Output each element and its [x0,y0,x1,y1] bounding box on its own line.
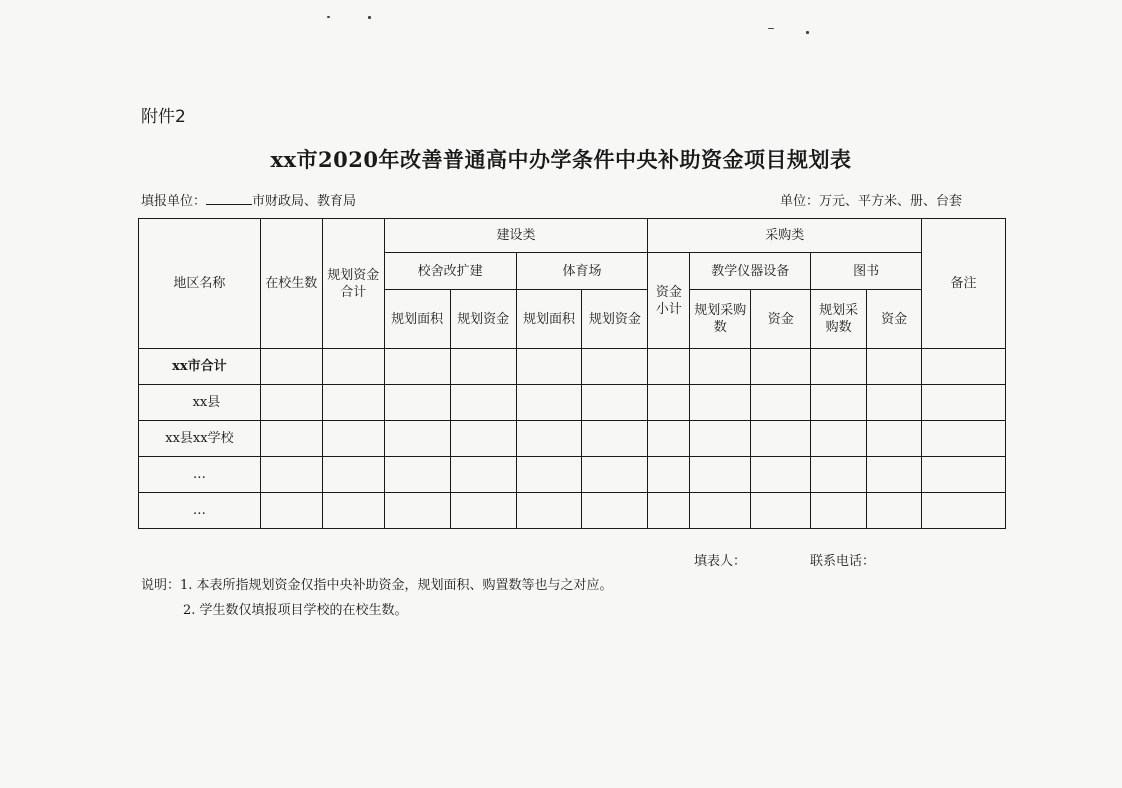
table-cell[interactable] [867,385,922,421]
table-row [139,349,1006,385]
table-cell[interactable] [516,349,582,385]
header-equipment-fund: 资金 [751,290,811,349]
table-cell[interactable] [260,421,322,457]
table-row [139,385,1006,421]
table-cell[interactable] [922,457,1006,493]
table-cell[interactable] [260,349,322,385]
table-cell[interactable] [450,457,516,493]
table-cell[interactable] [690,385,751,421]
table-row [139,421,1006,457]
funding-plan-table [138,218,1006,529]
table-cell[interactable] [867,493,922,529]
header-fund-subtotal: 资金小计 [648,253,690,349]
table-cell[interactable] [384,457,450,493]
table-cell[interactable] [811,385,867,421]
table-cell[interactable] [648,457,690,493]
contact-phone-label: 联系电话： [810,554,876,569]
table-cell[interactable] [384,421,450,457]
reporting-unit-blank[interactable] [206,193,252,205]
table-cell[interactable] [384,349,450,385]
row-region-label: … [139,493,261,529]
table-cell[interactable] [922,349,1006,385]
table-cell[interactable] [516,457,582,493]
header-books: 图书 [811,253,922,290]
header-remarks: 备注 [922,219,1006,349]
table-cell[interactable] [516,421,582,457]
table-cell[interactable] [648,385,690,421]
measure-units: 单位：万元、平方米、册、台套 [779,194,962,209]
row-region-label: xx县xx学校 [139,421,261,457]
table-cell[interactable] [450,349,516,385]
filler-label: 填表人： [694,554,747,569]
header-total-fund: 规划资金合计 [322,219,384,349]
header-campus-area: 规划面积 [384,290,450,349]
scan-speck [368,16,371,19]
table-cell[interactable] [582,421,648,457]
table-cell[interactable] [648,421,690,457]
document-title: xx市2020年改善普通高中办学条件中央补助资金项目规划表 [270,147,852,172]
table-cell[interactable] [811,349,867,385]
header-construction: 建设类 [384,219,648,253]
table-cell[interactable] [260,385,322,421]
table-cell[interactable] [582,385,648,421]
table-row [139,457,1006,493]
table-cell[interactable] [648,349,690,385]
table-cell[interactable] [648,493,690,529]
table-cell[interactable] [751,457,811,493]
table-cell[interactable] [811,457,867,493]
table-cell[interactable] [322,349,384,385]
table-cell[interactable] [751,493,811,529]
table-cell[interactable] [582,457,648,493]
table-cell[interactable] [582,349,648,385]
header-sports-area: 规划面积 [516,290,582,349]
header-campus-expansion: 校舍改扩建 [384,253,516,290]
header-region: 地区名称 [139,219,261,349]
header-students: 在校生数 [260,219,322,349]
header-teaching-equipment: 教学仪器设备 [690,253,811,290]
header-sports-field: 体育场 [516,253,648,290]
table-cell[interactable] [811,421,867,457]
header-procurement: 采购类 [648,219,922,253]
table-cell[interactable] [582,493,648,529]
table-cell[interactable] [922,385,1006,421]
table-cell[interactable] [922,493,1006,529]
attachment-label: 附件2 [141,107,186,127]
table-cell[interactable] [867,349,922,385]
table-cell[interactable] [922,421,1006,457]
header-books-qty: 规划采购数 [811,290,867,349]
row-region-label: … [139,457,261,493]
scan-speck [327,16,330,18]
notes [141,573,613,623]
note-2: 2. 学生数仅填报项目学校的在校生数。 [183,603,408,618]
table-cell[interactable] [690,349,751,385]
table-cell[interactable] [384,493,450,529]
table-cell[interactable] [260,457,322,493]
table-cell[interactable] [450,421,516,457]
table-cell[interactable] [751,349,811,385]
table-cell[interactable] [867,421,922,457]
table-cell[interactable] [450,385,516,421]
table-cell[interactable] [450,493,516,529]
scan-speck [806,31,809,34]
table-cell[interactable] [811,493,867,529]
header-campus-fund: 规划资金 [450,290,516,349]
row-region-label: xx市合计 [139,349,261,385]
table-cell[interactable] [384,385,450,421]
row-region-label: xx县 [139,385,261,421]
reporting-unit-prefix: 填报单位： [141,194,207,209]
table-row [139,493,1006,529]
table-cell[interactable] [260,493,322,529]
table-cell[interactable] [690,457,751,493]
table-cell[interactable] [322,385,384,421]
table-cell[interactable] [516,493,582,529]
table-cell[interactable] [690,421,751,457]
table-cell[interactable] [751,421,811,457]
table-cell[interactable] [867,457,922,493]
table-cell[interactable] [690,493,751,529]
table-cell[interactable] [322,457,384,493]
header-sports-fund: 规划资金 [582,290,648,349]
reporting-unit-suffix: 市财政局、教育局 [252,194,357,209]
table-cell[interactable] [322,493,384,529]
header-books-fund: 资金 [867,290,922,349]
reporting-unit [141,190,356,209]
scan-speck [768,28,774,29]
note-1: 说明：1. 本表所指规划资金仅指中央补助资金，规划面积、购置数等也与之对应。 [141,578,613,593]
table-cell[interactable] [751,385,811,421]
table-cell[interactable] [516,385,582,421]
table-cell[interactable] [322,421,384,457]
header-equipment-qty: 规划采购数 [690,290,751,349]
